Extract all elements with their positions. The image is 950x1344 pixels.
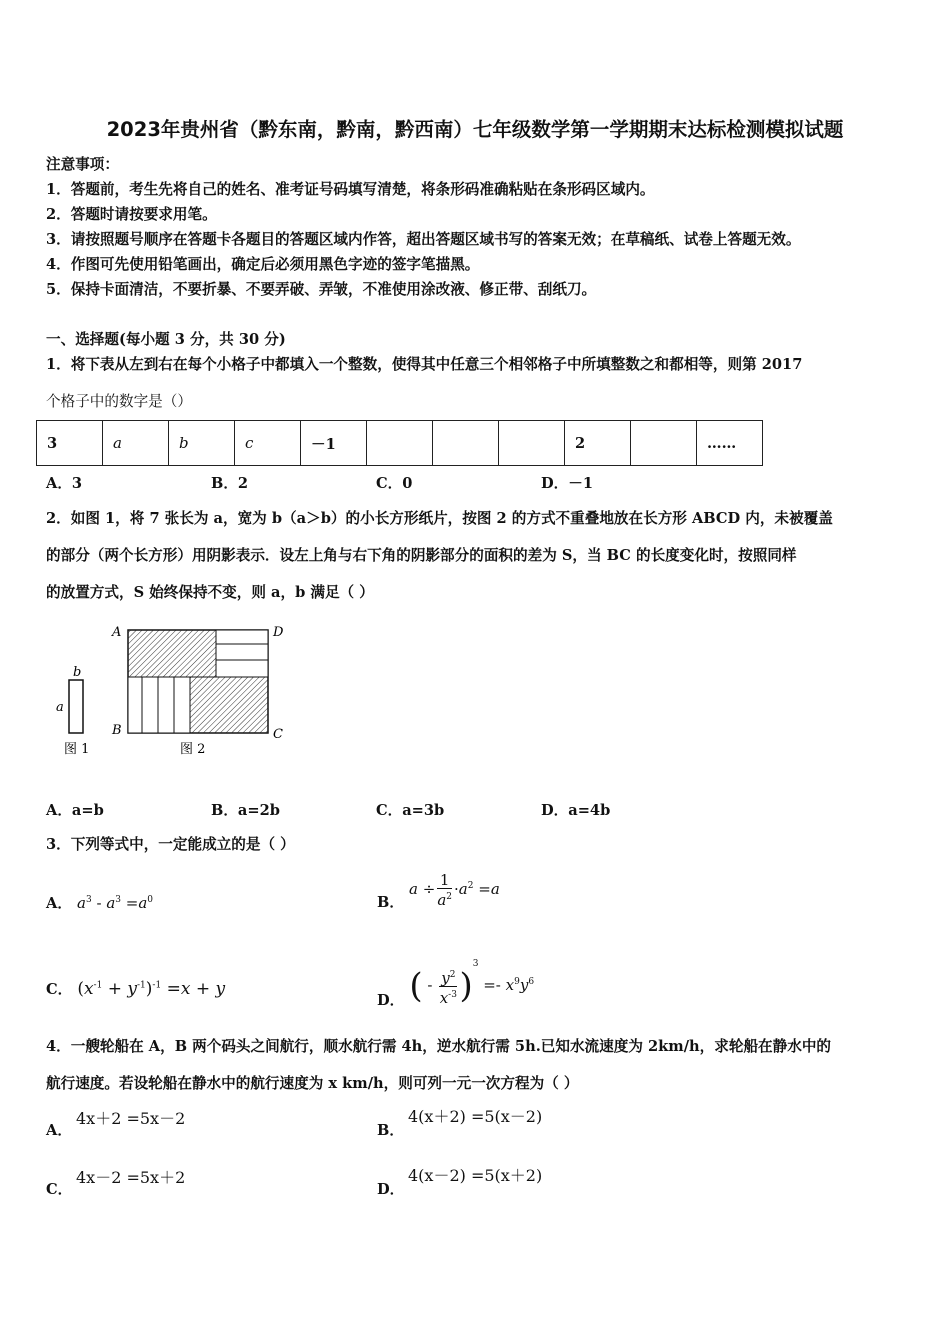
q4-option-c-label[interactable]: C． (46, 1181, 73, 1198)
strip (216, 660, 268, 677)
label-b: b (73, 665, 82, 680)
q2-option-d[interactable]: D．a=4b (541, 802, 611, 819)
option-label: A． (46, 895, 72, 912)
page-title: 2023年贵州省（黔东南，黔南，黔西南）七年级数学第一学期期末达标检测模拟试题 (106, 118, 844, 141)
label-a: a (56, 700, 64, 715)
q3-option-d[interactable] (377, 955, 534, 1010)
q1-stem-cont: 个格子中的数字是（） (46, 393, 192, 410)
vertex-a: A (112, 625, 122, 640)
notice-item: 4．作图可先使用铅笔画出，确定后必须用黑色字迹的签字笔描黑。 (46, 256, 480, 273)
q4-stem-cont: 航行速度。若设轮船在静水中的航行速度为 x km/h，则可列一元一次方程为（ ） (46, 1075, 579, 1092)
grid-cell: a (103, 421, 169, 466)
q3-equation-b: a ÷ $\frac{1}{a^2}$ $\cdot a^2 =a$ (409, 870, 500, 909)
grid-cell (631, 421, 697, 466)
vertex-c: C (273, 727, 283, 742)
grid-cell: c (235, 421, 301, 466)
notice-item: 3．请按照题号顺序在答题卡各题目的答题区域内作答，超出答题区域书写的答案无效；在草稿纸、试卷上答题无效。 (46, 231, 801, 248)
strip (158, 677, 174, 733)
q3-option-a[interactable] (46, 892, 153, 913)
grid-cell: 2 (565, 421, 631, 466)
notice-item: 5．保持卡面清洁，不要折暴、不要弄破、弄皱，不准使用涂改液、修正带、刮纸刀。 (46, 281, 597, 298)
q2-stem: 2．如图 1，将 7 张长为 a，宽为 b（a＞b）的小长方形纸片，按图 2 的方式不重叠地放在长方形 ABCD 内，未被覆盖 (46, 510, 833, 527)
option-label: B． (377, 894, 404, 911)
grid-cell (499, 421, 565, 466)
q4-stem: 4．一艘轮船在 A，B 两个码头之间航行，顺水航行需 4h，逆水航行需 5h.已知水流速度为 2km/h，求轮船在静水中的 (46, 1038, 832, 1055)
q2-option-b[interactable]: B．a=2b (211, 802, 280, 819)
q2-option-a[interactable]: A．a=b (46, 802, 104, 819)
q2-figure (50, 620, 300, 760)
q1-option-b[interactable]: B．2 (211, 475, 249, 492)
q2-stem-cont: 的放置方式，S 始终保持不变，则 a，b 满足（ ） (46, 584, 374, 601)
figure-2-caption: 图 2 (180, 742, 206, 757)
notice-heading: 注意事项： (46, 156, 119, 173)
q4-equation-c: 4x－2 =5x＋2 (76, 1168, 186, 1187)
strip (174, 677, 190, 733)
shaded-bottom-right (190, 677, 268, 733)
q3-option-c[interactable] (46, 978, 225, 999)
vertex-d: D (273, 625, 284, 640)
q3-equation-d: ( - $\frac{y^2}{x^{-3}}$ )$^3 =- x^9y^6$ (409, 959, 535, 1007)
q1-stem: 1．将下表从左到右在每个小格子中都填入一个整数，使得其中任意三个相邻格子中所填整数之和都相等，则第 2017 (46, 356, 803, 373)
q1-number-grid (36, 420, 763, 466)
grid-cell: 3 (37, 421, 103, 466)
notice-item: 2．答题时请按要求用笔。 (46, 206, 217, 223)
grid-cell: …… (697, 421, 763, 466)
grid-cell (433, 421, 499, 466)
q1-option-a[interactable]: A．3 (46, 475, 83, 492)
figure-1-caption: 图 1 (64, 742, 90, 757)
q4-equation-d: 4(x－2) =5(x＋2) (408, 1166, 543, 1185)
notice-item: 1．答题前，考生先将自己的姓名、准考证号码填写清楚，将条形码准确粘贴在条形码区域内。 (46, 181, 655, 198)
vertex-b: B (112, 723, 122, 738)
grid-cell: －1 (301, 421, 367, 466)
q4-option-a-label[interactable]: A． (46, 1122, 72, 1139)
q2-option-c[interactable]: C．a=3b (376, 802, 445, 819)
q4-option-b-label[interactable]: B． (377, 1122, 404, 1139)
q3-equation-a: $a^3 - a^3 =a^0$ (77, 894, 154, 912)
q1-option-c[interactable]: C．0 (376, 475, 413, 492)
q4-equation-a: 4x＋2 =5x－2 (76, 1109, 186, 1128)
strip (128, 677, 142, 733)
q1-option-d[interactable]: D．－1 (541, 475, 593, 492)
q4-equation-b: 4(x＋2) =5(x－2) (408, 1107, 543, 1126)
q3-stem: 3．下列等式中，一定能成立的是（ ） (46, 836, 295, 853)
shaded-top-left (128, 630, 216, 677)
q3-option-b[interactable] (377, 867, 500, 912)
q2-stem-cont: 的部分（两个长方形）用阴影表示．设左上角与右下角的阴影部分的面积的差为 S，当 BC 的长度变化时，按照同样 (46, 547, 797, 564)
section-heading: 一、选择题(每小题 3 分，共 30 分) (46, 331, 286, 348)
grid-cell (367, 421, 433, 466)
strip (216, 630, 268, 644)
strip (216, 644, 268, 660)
grid-cell: b (169, 421, 235, 466)
small-rectangle (69, 680, 83, 733)
q3-equation-c: $(x^{-1} + y^{-1})^{-1} =x + y$ (77, 979, 226, 999)
option-label: D． (377, 992, 405, 1009)
strip (142, 677, 158, 733)
option-label: C． (46, 981, 73, 998)
q4-option-d-label[interactable]: D． (377, 1181, 405, 1198)
